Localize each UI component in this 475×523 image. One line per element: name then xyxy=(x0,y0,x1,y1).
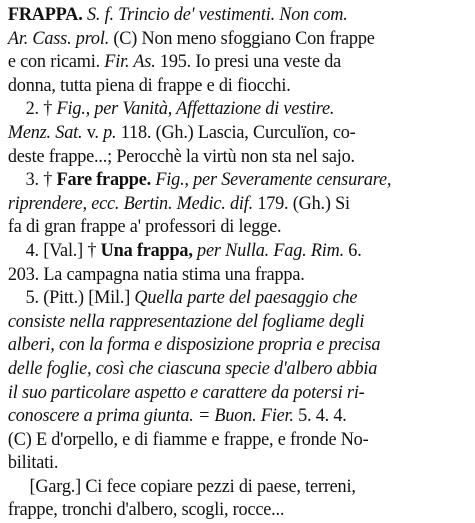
italic-text: delle foglie, così che ciascuna specie d'albero abbia xyxy=(7,358,378,379)
entry-text: [Garg.] Ci fece copiare pezzi di paese, terreni, xyxy=(29,476,356,497)
entry-line xyxy=(8,216,462,240)
entry-line xyxy=(8,169,462,193)
entry-line xyxy=(8,28,462,52)
entry-text: 179. (Gh.) Si xyxy=(252,193,350,214)
entry-line xyxy=(8,382,462,406)
entry-line xyxy=(8,311,462,335)
entry-text: 2. † xyxy=(25,99,57,120)
entry-line xyxy=(8,75,462,99)
entry-text: frappe, tronchi d'albero, scogli, rocce... xyxy=(7,500,285,521)
entry-text: bilitati. xyxy=(7,453,59,474)
entry-line xyxy=(8,146,462,170)
italic-text: il suo particolare aspetto e carattere da potersi ri- xyxy=(7,382,365,403)
entry-text: 118. (Gh.) Lascia, Curculïon, co- xyxy=(116,122,356,143)
entry-line xyxy=(8,240,462,264)
entry-text: 6. xyxy=(343,240,362,261)
entry-text: 5. (Pitt.) [Mil.] xyxy=(25,288,135,309)
italic-text: Menz. Sat. xyxy=(7,122,83,143)
entry-line xyxy=(8,476,462,500)
entry-line xyxy=(8,122,462,146)
headword: FRAPPA. xyxy=(7,5,83,25)
entry-text: e con ricami. xyxy=(7,52,105,73)
entry-line xyxy=(8,4,462,28)
entry-text: 5. 4. 4. xyxy=(293,406,347,427)
entry-line xyxy=(8,499,462,523)
italic-text: Quella parte del paesaggio che xyxy=(134,288,358,309)
entry-text: (C) Non meno sfoggiano Con frappe xyxy=(109,28,375,49)
entry-text: deste frappe...; Perocchè la virtù non sta nel sajo. xyxy=(7,146,355,167)
italic-text: p. xyxy=(103,122,117,143)
entry-line xyxy=(8,264,462,288)
entry-line xyxy=(8,287,462,311)
italic-text: S. f. Trincio de' vestimenti. Non com. xyxy=(82,5,348,25)
entry-text: v. xyxy=(82,122,104,143)
italic-text: consiste nella rappresentazione del fogliame degli xyxy=(7,311,365,332)
entry-line xyxy=(8,452,462,476)
entry-line xyxy=(8,334,462,358)
headword: Una frappa, xyxy=(100,240,193,261)
entry-text: fa di gran frappe a' professori di legge. xyxy=(7,217,282,238)
entry-line xyxy=(8,193,462,217)
entry-line xyxy=(8,51,462,75)
entry-text: 4. [Val.] † xyxy=(25,240,101,261)
entry-text: 195. Io presi una veste da xyxy=(155,52,342,73)
italic-text: riprendere, ecc. Bertin. Medic. dif. xyxy=(7,193,253,214)
italic-text: conoscere a prima giunta. = Buon. Fier. xyxy=(7,406,294,427)
italic-text: Fir. As. xyxy=(104,52,156,73)
entry-line xyxy=(8,358,462,382)
italic-text: alberi, con la forma e disposizione propria e precisa xyxy=(7,335,381,356)
headword: Fare frappe. xyxy=(56,170,151,191)
italic-text: Fig., per Severamente censurare, xyxy=(150,170,392,191)
entry-text: (C) E d'orpello, e di fiamme e frappe, e fronde No- xyxy=(7,429,369,450)
entry-text: 3. † xyxy=(25,170,57,191)
italic-text: per Nulla. Fag. Rim. xyxy=(192,240,344,261)
entry-body xyxy=(8,4,462,523)
entry-line xyxy=(8,98,462,122)
entry-line xyxy=(8,429,462,453)
entry-line xyxy=(8,405,462,429)
entry-text: donna, tutta piena di frappe e di fiocchi. xyxy=(7,75,291,96)
italic-text: Fig., per Vanità, Affettazione di vestire. xyxy=(56,99,335,120)
entry-text: 203. La campagna natia stima una frappa. xyxy=(7,264,305,285)
italic-text: Ar. Cass. prol. xyxy=(7,28,110,49)
